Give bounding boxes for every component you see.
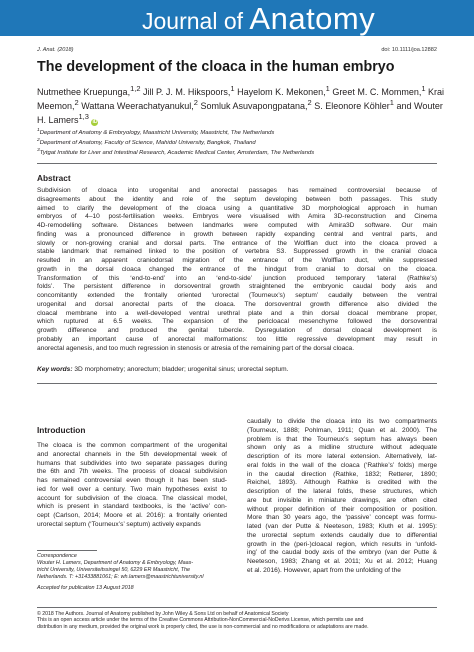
abstract-line: urogenital and dorsal anorectal parts of the cloaca. The dorsoventral growth difference also divided the bbox=[37, 300, 437, 308]
author[interactable]: Hayelom K. Mekonen, bbox=[237, 87, 326, 97]
journal-logo bbox=[142, 1, 376, 36]
abstract-line: concomitantly extended the frontally oriented ‘urorectal (Tourneux’s) septum’ caudally between the ventral bbox=[37, 292, 437, 299]
orcid-icon[interactable]: iD bbox=[92, 118, 98, 125]
correspondence-line: Wouter H. Lamers, Department of Anatomy & Embryology, Maas- bbox=[37, 560, 194, 566]
author[interactable]: S. Eleonore Köhler bbox=[314, 100, 390, 111]
author[interactable]: and Wouter H. Lamers bbox=[37, 100, 443, 125]
affiliation: $^3$Tytgat Institute for Liver and Intestinal Research, Academic Medical Center, Amsterdam, The Netherlands bbox=[37, 147, 315, 156]
doi-link[interactable]: doi: 10.1111/joa.12882 bbox=[381, 47, 437, 53]
body-text-line: without proper definition of their composition or position. bbox=[247, 505, 437, 513]
abstract-line: slowly or non-growing cranial and dorsal parts. The entrance of the Wolffian duct into the cloaca proved a bbox=[37, 239, 437, 247]
body-text-line: problem is that the Tourneux’s septum has always been bbox=[247, 435, 437, 443]
keywords bbox=[37, 366, 437, 374]
journal-name: Anatomy bbox=[249, 1, 376, 36]
abstract-line: growth difference and produced the genital tubercle. Dysregulation of dorsal cloacal development is bbox=[37, 327, 437, 334]
license-line: This is an open access article under the terms of the Creative Commons Attribution-NonCommercial-NoDerivs License, which permits use and bbox=[37, 617, 364, 624]
body-text-line: et al. 2016). However, apart from the unfolding of the bbox=[247, 566, 401, 574]
author[interactable]: Nutmethee Kruepunga, bbox=[37, 87, 131, 97]
copyright-line: © 2018 The Authors. Journal of Anatomy published by John Wiley & Sons Ltd on behalf of Anatomical Society bbox=[37, 611, 289, 617]
abstract-line: Subdivision of cloaca into urogenital and anorectal passages has remained controversial because of bbox=[37, 187, 437, 194]
correspondence-line: Netherlands. T: +31433881061; E: wh.lamers@maastrichtuniversity.nl bbox=[37, 574, 204, 580]
abstract-heading: Abstract bbox=[37, 173, 71, 183]
body-text-line: shown only as a midline structure without adequate bbox=[247, 444, 437, 452]
abstract-line: disagreements about the identity and role of the septum developing between both passages. This study bbox=[37, 195, 437, 203]
abstract-line: stable landmark that remained linked to the position of vertebra S3. Suppressed growth in the cranial cloaca bbox=[37, 248, 437, 256]
body-text-line: The cloaca is the common compartment of the urogenital bbox=[37, 442, 227, 449]
body-text-line: are but invisible in miniature drawings, are often cited bbox=[247, 496, 437, 504]
body-text-line: and anorectal channels in the 5th developmental week of bbox=[37, 450, 227, 458]
section-divider bbox=[37, 163, 437, 164]
abstract-line: embryos of 4–10 post-fertilisation weeks. Embryos were visualised with Amira 3D-reconstruction and Cinema bbox=[37, 213, 437, 221]
journal-banner bbox=[0, 0, 474, 36]
introduction-column-left bbox=[37, 442, 227, 530]
section-divider bbox=[37, 383, 437, 384]
introduction-column-right bbox=[247, 418, 437, 576]
affiliations bbox=[37, 127, 457, 157]
body-text-line: lated (van der Putte & Neeteson, 1983; Kluth et al. 1995): bbox=[247, 523, 437, 530]
accepted-date: Accepted for publication 13 August 2018 bbox=[37, 585, 134, 591]
abstract-line: resulted in an apparent craniodorsal migration of the entrance of the Wolffian duct, while suppressed bbox=[37, 257, 437, 264]
abstract-line: aimed to clarify the development of the cloaca using a quantitative 3D morphological approach in human bbox=[37, 204, 437, 212]
body-text-line: description of its more lateral extension. Alternatively, lat- bbox=[247, 453, 437, 460]
author[interactable]: Krai Meemon, bbox=[37, 87, 445, 111]
license-footer bbox=[37, 611, 447, 630]
keywords-list: 3D morphometry; anorectum; bladder; urogenital sinus; urorectal septum. bbox=[72, 366, 289, 373]
license-line: distribution in any medium, provided the original work is properly cited, the use is non-commercial and no modifications or adaptations are made. bbox=[37, 623, 369, 630]
body-text-line: in the caudal direction (Rathke, 1832; Retterer, 1890; bbox=[247, 470, 437, 478]
abstract-line: 4D-remodelling software. Distances between landmarks were computed with Amira3D software. Our main bbox=[37, 222, 437, 229]
body-text-line: has remained controversial even though it has been stud- bbox=[37, 477, 227, 484]
body-text-line: ied for well over a century. Two main hypotheses exist to bbox=[37, 485, 227, 493]
abstract-line: Transformation of this ‘end-to-end’ into an ‘end-to-side’ junction produced temporary ‘lateral (Rathke’s) bbox=[37, 274, 437, 282]
correspondence-heading: Correspondence bbox=[37, 553, 77, 559]
abstract-line: cloacal membrane into a well-developed ventral urethral plate and a thin dorsal cloacal membrane proper, bbox=[37, 309, 437, 317]
body-text-line: cept (Carlson, 2014; Moore et al. 2016): a frontally oriented bbox=[37, 512, 227, 519]
body-text-line: growth in the (peri-)cloacal region, which results in ‘unfold- bbox=[247, 540, 437, 548]
body-text-line: (Tourneux, 1888; Pohlman, 1911; Quan et al. 2000). The bbox=[247, 426, 437, 434]
body-text-line: More than 30 years ago, the ‘passive’ concept was formu- bbox=[247, 514, 437, 522]
body-text-line: description of the lateral folds, these structures, which bbox=[247, 488, 437, 495]
author-list: Nutmethee Kruepunga,$^{1,2}$ Jill P. J. M. Hikspoors,$^1$ Hayelom K. Mekonen,$^1$ Greet M. C. Mommen,$^1$ Krai Meemon,$^2$ Wattana Weerachatyanukul,$^2$ Somluk Asuvapongpatana,$^2$ S. Eleonore Köhler$^1$ and Wouter H. Lamers$^{1,3}$ iD bbox=[37, 84, 445, 125]
body-text-line: ing’ of the caudal body axis of the embryo (van der Putte & bbox=[247, 549, 437, 557]
body-text-line: Neeteson, 1983; Zhang et al. 2011; Xu et al. 2012; Huang bbox=[247, 558, 437, 565]
author[interactable]: Jill P. J. M. Hikspoors, bbox=[143, 87, 231, 97]
body-text-line: urorectal septum (‘Tourneux’s’ septum) actively expands bbox=[37, 520, 201, 528]
body-text-line: caudally to divide the cloaca into its two compartments bbox=[247, 418, 437, 425]
abstract-body bbox=[37, 187, 437, 353]
correspondence-line: tricht University, Universiteitssingel 50, 6229 ER Maastricht, The bbox=[37, 567, 190, 573]
article-title: The development of the cloaca in the human embryo bbox=[37, 59, 395, 75]
citation-journal-year: J. Anat. (2018) bbox=[37, 47, 74, 53]
body-text-line: humans that subdivides into two separate passages during bbox=[37, 459, 227, 467]
affiliation: $^2$Department of Anatomy, Faculty of Science, Mahidol University, Bangkok, Thailand bbox=[37, 137, 256, 146]
introduction-heading: Introduction bbox=[37, 425, 86, 435]
abstract-line: which ruptured at 6.5 weeks. The expansion of the pericloacal mesenchyme followed the dorsoventral bbox=[37, 318, 437, 326]
body-text-line: Reichel, 1893). Although Rathke is credited with the bbox=[247, 479, 437, 487]
abstract-line: anorectal agenesis, and too much regression in stenosis or atresia of the remaining part of the dorsal cloaca. bbox=[37, 344, 355, 352]
body-text-line: account for subdivision of the cloaca. The classical model, bbox=[37, 494, 227, 502]
abstract-line: growth in the dorsal cloaca changed the entrance of the hindgut from cranial to dorsal on the cloaca. bbox=[37, 265, 437, 273]
correspondence-block bbox=[37, 553, 237, 592]
abstract-line: folds’. The persistent difference in dorsoventral growth straightened the embryonic caudal body axis and bbox=[37, 283, 437, 291]
body-text-line: which is present in standard textbooks, is the ‘active’ con- bbox=[37, 503, 227, 511]
journal-prefix: Journal of bbox=[142, 8, 244, 34]
author[interactable]: Wattana Weerachatyanukul, bbox=[81, 100, 194, 111]
body-text-line: eral folds in the wall of the cloaca (‘Rathke’s’ folds) merge bbox=[247, 461, 437, 469]
keywords-label: Key words: bbox=[37, 366, 73, 373]
abstract-line: probably an important cause of anorectal malformations: too little regressive development may result in bbox=[37, 335, 437, 343]
correspondence-divider bbox=[37, 550, 97, 551]
author[interactable]: Somluk Asuvapongpatana, bbox=[200, 100, 308, 111]
abstract-line: finding was a pronounced difference in growth between rapidly expanding central and ventral parts, and bbox=[37, 230, 437, 238]
author[interactable]: Greet M. C. Mommen, bbox=[332, 87, 422, 97]
affiliation: $^1$Department of Anatomy & Embryology, Maastricht University, Maastricht, The Netherlands bbox=[37, 128, 275, 136]
footer-divider bbox=[37, 607, 437, 608]
body-text-line: the 6th and 7th weeks. The process of cloacal subdivision bbox=[37, 468, 227, 476]
body-text-line: the urorectal septum extends caudally due to differential bbox=[247, 531, 437, 539]
